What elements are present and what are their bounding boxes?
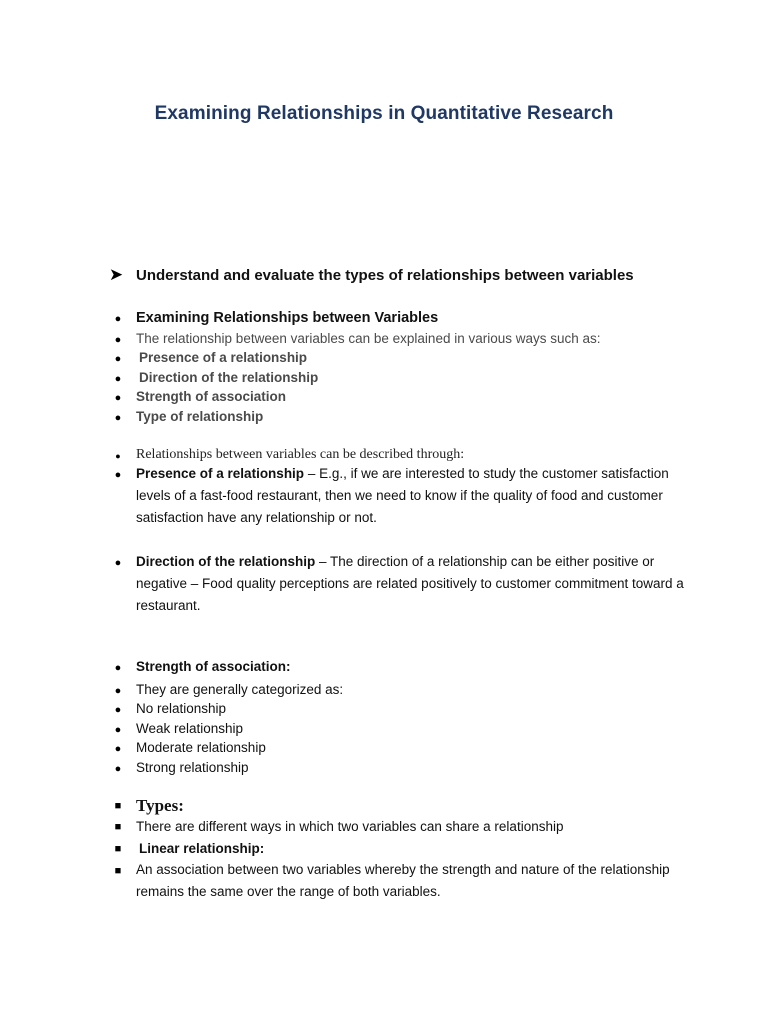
presence-label: Presence of a relationship bbox=[136, 466, 305, 481]
described-through-text: Relationships between variables can be described through: bbox=[136, 447, 465, 462]
round-bullet-icon: ● bbox=[114, 353, 122, 365]
direction-text bbox=[136, 551, 696, 617]
list-item-text: Moderate relationship bbox=[136, 740, 266, 755]
list-item-text: Direction of the relationship bbox=[139, 370, 319, 385]
square-bullet-icon: ■ bbox=[114, 865, 122, 877]
round-bullet-icon: ● bbox=[114, 704, 122, 716]
list-item-text: The relationship between variables can be explained in various ways such as: bbox=[136, 331, 601, 346]
round-bullet-icon: ● bbox=[114, 743, 122, 755]
square-bullet-icon: ■ bbox=[114, 800, 122, 812]
subheading: Examining Relationships between Variables bbox=[136, 310, 439, 326]
square-bullet-icon: ■ bbox=[114, 821, 122, 833]
types-label: Types: bbox=[136, 796, 184, 815]
round-bullet-icon: ● bbox=[114, 763, 122, 775]
round-bullet-icon: ● bbox=[114, 373, 122, 385]
round-bullet-icon: ● bbox=[114, 334, 122, 346]
square-bullet-icon: ■ bbox=[114, 843, 122, 855]
list-item-text: Type of relationship bbox=[136, 409, 264, 424]
main-heading: Understand and evaluate the types of relationships between variables bbox=[136, 267, 634, 284]
strength-label: Strength of association: bbox=[136, 659, 291, 674]
linear-text: An association between two variables whereby the strength and nature of the relationship remains the same over the range of both variables. bbox=[136, 862, 670, 899]
round-bullet-icon: ● bbox=[114, 685, 122, 697]
list-item-text: Presence of a relationship bbox=[139, 350, 308, 365]
arrow-bullet-icon: ➤ bbox=[108, 265, 124, 284]
round-bullet-icon: ● bbox=[115, 451, 121, 461]
round-bullet-icon: ● bbox=[114, 313, 122, 325]
round-bullet-icon: ● bbox=[114, 557, 122, 569]
direction-body: – The direction of a relationship can be either positive or negative – Food quality perceptions are related positively to customer commitment toward a restaurant. bbox=[136, 554, 684, 613]
list-item-text: They are generally categorized as: bbox=[136, 682, 344, 697]
list-item-text: Weak relationship bbox=[136, 721, 244, 736]
direction-label: Direction of the relationship bbox=[136, 554, 316, 569]
round-bullet-icon: ● bbox=[114, 724, 122, 736]
list-item-text: There are different ways in which two variables can share a relationship bbox=[136, 819, 564, 834]
list-item-text: Strength of association bbox=[136, 389, 287, 404]
document-title: Examining Relationships in Quantitative Research bbox=[154, 103, 614, 124]
round-bullet-icon: ● bbox=[114, 412, 122, 424]
linear-label: Linear relationship: bbox=[139, 841, 265, 856]
round-bullet-icon: ● bbox=[114, 469, 122, 481]
round-bullet-icon: ● bbox=[114, 662, 122, 674]
list-item-text: No relationship bbox=[136, 701, 227, 716]
list-item-text: Strong relationship bbox=[136, 760, 249, 775]
presence-body: – E.g., if we are interested to study the customer satisfaction levels of a fast-food restaurant, then we need to know if the quality of food and customer satisfaction have any relationship or not. bbox=[136, 466, 669, 525]
round-bullet-icon: ● bbox=[114, 392, 122, 404]
presence-text bbox=[136, 463, 696, 529]
